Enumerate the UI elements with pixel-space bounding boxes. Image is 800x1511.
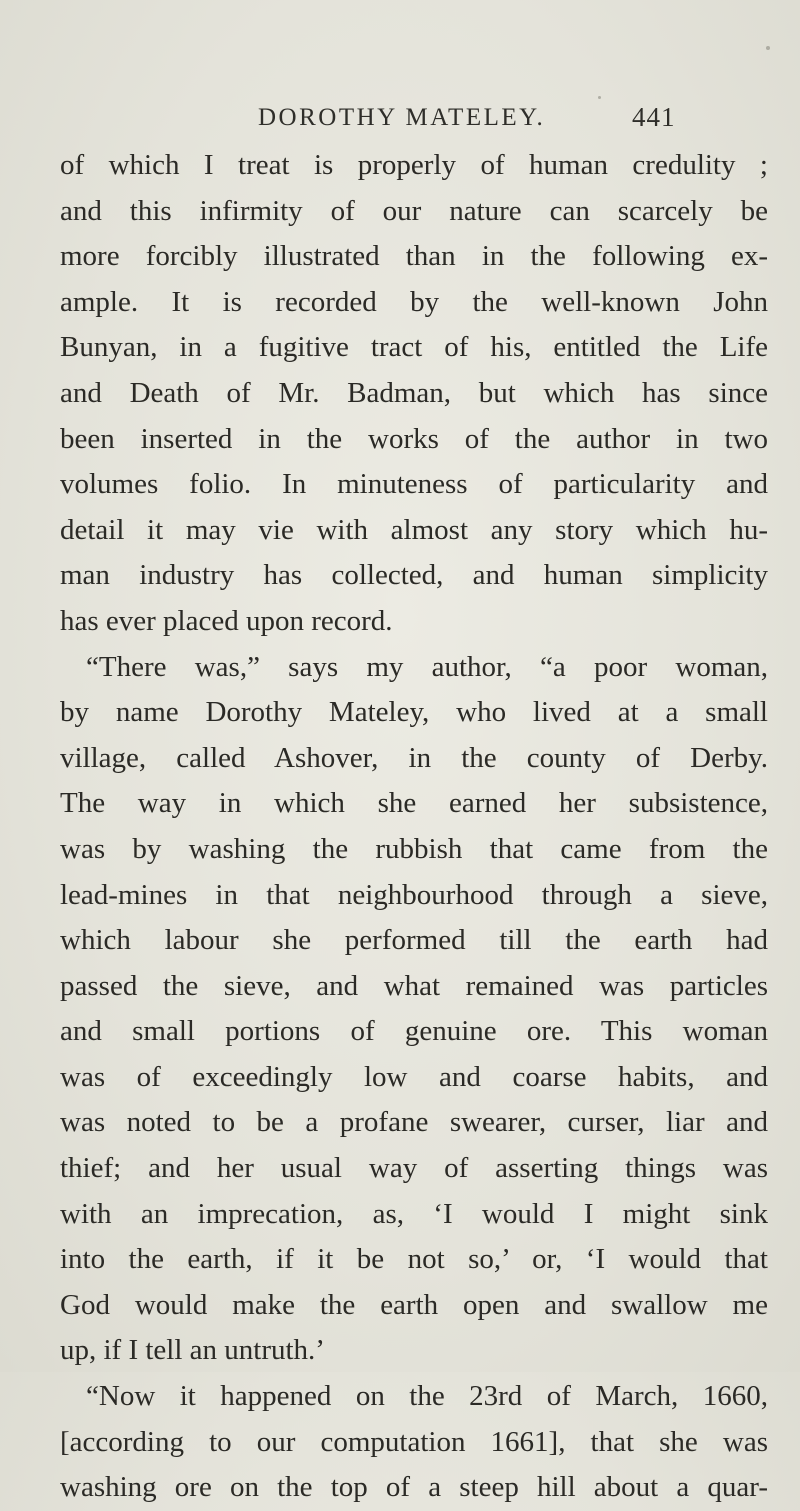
paper-speck	[598, 96, 601, 99]
text-line: ample. It is recorded by the well-known John	[60, 285, 768, 318]
paper-speck	[766, 46, 770, 50]
text-line: was by washing the rubbish that came from the	[60, 832, 768, 865]
text-line: with an imprecation, as, ‘I would I might sink	[60, 1197, 768, 1230]
text-line: been inserted in the works of the author in two	[60, 422, 768, 455]
text-line: village, called Ashover, in the county of Derby.	[60, 741, 768, 774]
text-line: by name Dorothy Mateley, who lived at a small	[60, 696, 768, 729]
text-line: “Now it happened on the 23rd of March, 1660,	[86, 1380, 768, 1413]
text-line: washing ore on the top of a steep hill about a quar-	[60, 1471, 768, 1504]
text-line: which labour she performed till the earth had	[60, 924, 768, 957]
text-line: was noted to be a profane swearer, curser, liar and	[60, 1106, 768, 1139]
text-line: has ever placed upon record.	[60, 604, 393, 637]
text-line: and small portions of genuine ore. This woman	[60, 1015, 768, 1048]
body-text	[60, 143, 768, 1511]
text-line: man industry has collected, and human simplicity	[60, 559, 768, 592]
page-number: 441	[632, 102, 676, 132]
text-line: thief; and her usual way of asserting things was	[60, 1152, 768, 1185]
text-line: passed the sieve, and what remained was particles	[60, 969, 768, 1002]
text-line: detail it may vie with almost any story which hu-	[60, 513, 768, 546]
text-line: and Death of Mr. Badman, but which has since	[60, 376, 768, 409]
text-line: lead-mines in that neighbourhood through a sieve,	[60, 878, 768, 911]
text-line: God would make the earth open and swallow me	[60, 1288, 768, 1321]
running-title: DOROTHY MATELEY.	[258, 104, 546, 131]
text-line: up, if I tell an untruth.’	[60, 1334, 325, 1367]
text-line: more forcibly illustrated than in the following ex-	[60, 240, 768, 273]
text-line: was of exceedingly low and coarse habits, and	[60, 1060, 768, 1093]
text-line: and this infirmity of our nature can scarcely be	[60, 194, 768, 227]
text-line: of which I treat is properly of human credulity ;	[60, 149, 768, 181]
text-line: The way in which she earned her subsistence,	[60, 787, 768, 820]
text-line: into the earth, if it be not so,’ or, ‘I would that	[60, 1243, 768, 1276]
text-line: volumes folio. In minuteness of particularity and	[60, 468, 768, 501]
text-line: “There was,” says my author, “a poor woman,	[86, 650, 768, 683]
text-line: [according to our computation 1661], that she was	[60, 1425, 768, 1458]
text-line: Bunyan, in a fugitive tract of his, entitled the Life	[60, 331, 768, 364]
